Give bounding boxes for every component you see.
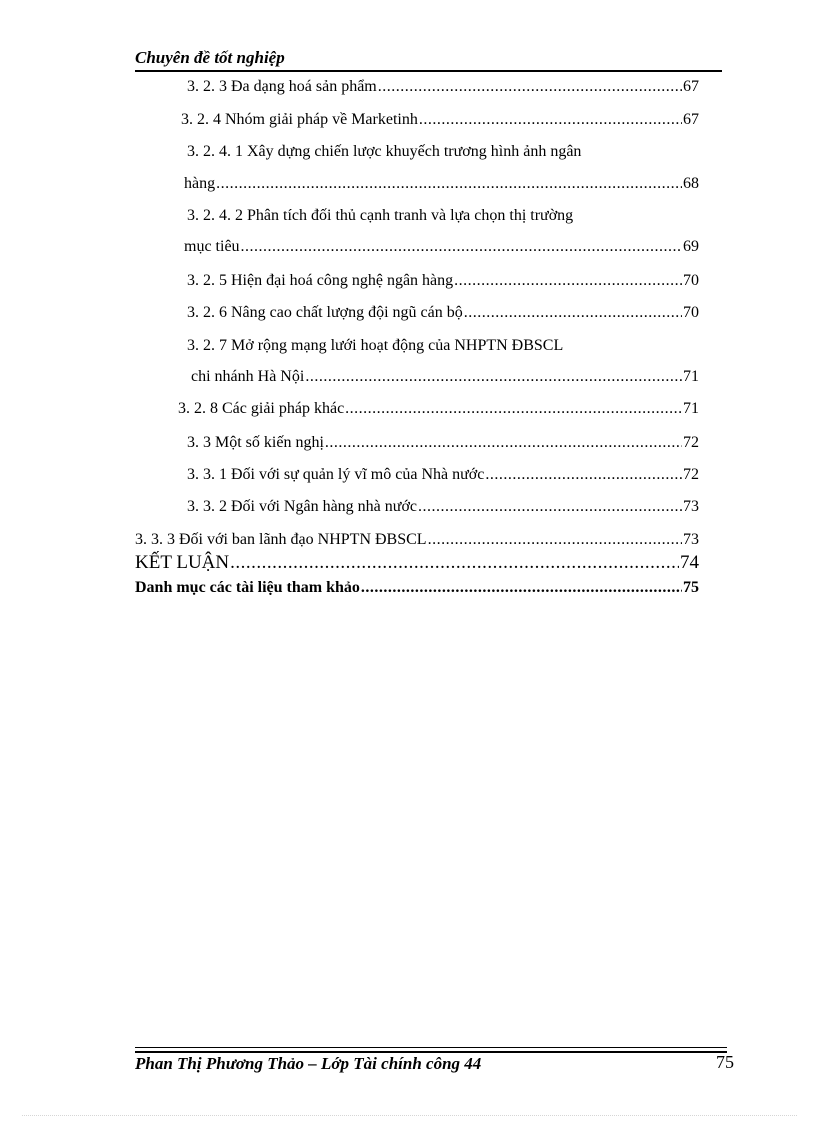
toc-entry-title: mục tiêu xyxy=(184,238,240,255)
toc-entry-title: 3. 3. 2 Đối với Ngân hàng nhà nước xyxy=(187,498,417,515)
toc-leader-dots xyxy=(485,465,682,485)
toc-entry-title-line1: 3. 2. 4. 1 Xây dựng chiến lược khuyếch trương hình ảnh ngân xyxy=(187,143,582,160)
toc-entry xyxy=(187,465,699,485)
header-rule xyxy=(135,70,722,72)
toc-entry-page: 73 xyxy=(683,531,699,548)
toc-entry xyxy=(187,271,699,291)
toc-entry-page: 72 xyxy=(683,434,699,451)
footer-author: Phan Thị Phương Thảo – Lớp Tài chính công 44 xyxy=(135,1054,482,1073)
toc-leader-dots xyxy=(325,433,682,453)
running-header-title: Chuyên đề tốt nghiệp xyxy=(135,48,285,67)
toc-leader-dots xyxy=(230,553,679,573)
toc-entry xyxy=(135,530,699,550)
toc-entry-title: 3. 2. 4 Nhóm giải pháp về Marketinh xyxy=(181,111,418,128)
toc-entry-title: 3. 3. 3 Đối với ban lãnh đạo NHPTN ĐBSCL xyxy=(135,531,427,548)
footer-rule-thin xyxy=(135,1047,727,1048)
toc-entry-title: 3. 2. 3 Đa dạng hoá sản phẩm xyxy=(187,78,377,95)
toc-entry-page: 70 xyxy=(683,272,699,289)
footer-page-number: 75 xyxy=(716,1052,734,1072)
toc-leader-dots xyxy=(454,271,682,291)
toc-entry-title: 3. 2. 8 Các giải pháp khác xyxy=(178,400,345,417)
toc-entry-page: 67 xyxy=(683,78,699,95)
toc-leader-dots xyxy=(428,530,682,550)
toc-leader-dots xyxy=(305,367,682,387)
toc-entry-page: 74 xyxy=(680,552,699,573)
toc-entry-title: 3. 2. 5 Hiện đại hoá công nghệ ngân hàng xyxy=(187,272,454,289)
toc-entry-title-line1: 3. 2. 7 Mở rộng mạng lưới hoạt động của NHPTN ĐBSCL xyxy=(187,337,564,354)
toc-entry-title: Danh mục các tài liệu tham khảo xyxy=(135,579,360,596)
toc-entry xyxy=(187,497,699,517)
toc-leader-dots xyxy=(241,237,682,257)
toc-entry-page: 70 xyxy=(683,304,699,321)
toc-entry-page: 75 xyxy=(683,579,699,596)
toc-entry-conclusion xyxy=(135,553,699,573)
toc-entry-references xyxy=(135,578,699,598)
toc-entry xyxy=(178,399,699,419)
toc-entry-page: 72 xyxy=(683,466,699,483)
toc-entry xyxy=(184,237,699,257)
toc-entry xyxy=(181,110,699,130)
page-edge-dotted-line xyxy=(22,1115,797,1116)
toc-entry xyxy=(187,77,699,97)
toc-entry xyxy=(187,433,699,453)
toc-entry xyxy=(191,367,699,387)
toc-leader-dots xyxy=(464,303,682,323)
toc-leader-dots xyxy=(378,77,682,97)
toc-entry-title: hàng xyxy=(184,175,216,192)
toc-leader-dots xyxy=(418,497,682,517)
toc-entry-title: KẾT LUẬN xyxy=(135,552,230,573)
toc-entry-page: 69 xyxy=(683,238,699,255)
toc-entry-page: 71 xyxy=(683,368,699,385)
toc-entry-title-line1: 3. 2. 4. 2 Phân tích đối thủ cạnh tranh và lựa chọn thị trường xyxy=(187,207,574,224)
toc-entry-page: 67 xyxy=(683,111,699,128)
toc-entry-title: 3. 3 Một số kiến nghị xyxy=(187,434,324,451)
toc-leader-dots xyxy=(419,110,682,130)
toc-entry xyxy=(187,303,699,323)
toc-entry-page: 68 xyxy=(683,175,699,192)
toc-entry xyxy=(184,174,699,194)
footer-rule-thick xyxy=(135,1051,727,1053)
toc-leader-dots xyxy=(216,174,682,194)
toc-entry-title: chi nhánh Hà Nội xyxy=(191,368,305,385)
toc-entry-title: 3. 2. 6 Nâng cao chất lượng đội ngũ cán bộ xyxy=(187,304,463,321)
toc-entry-page: 71 xyxy=(683,400,699,417)
toc-leader-dots xyxy=(361,578,682,598)
toc-entry-page: 73 xyxy=(683,498,699,515)
toc-leader-dots xyxy=(345,399,682,419)
toc-entry-title: 3. 3. 1 Đối với sự quản lý vĩ mô của Nhà nước xyxy=(187,466,485,483)
